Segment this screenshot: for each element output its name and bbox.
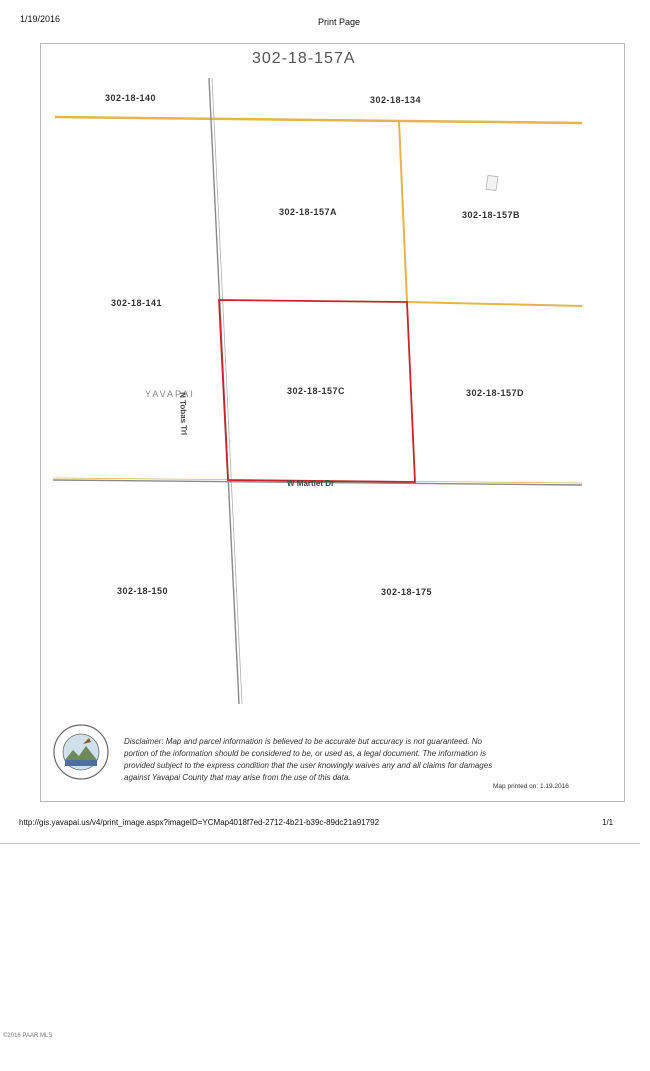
parcel-label-150: 302-18-150 bbox=[117, 586, 169, 596]
map-title: 302-18-157A bbox=[252, 50, 356, 67]
parcel-label-175: 302-18-175 bbox=[381, 587, 433, 597]
parcel-line-east-divider bbox=[399, 121, 407, 302]
parcel-label-157a: 302-18-157A bbox=[279, 207, 338, 217]
parcel-label-157d: 302-18-157D bbox=[466, 388, 525, 398]
footer-url: http://gis.yavapai.us/v4/print_image.aspx?imageID=YCMap4018f7ed-2712-4b21-b39c-89dc21a91792 bbox=[19, 818, 380, 827]
parcel-label-134: 302-18-134 bbox=[370, 95, 422, 105]
parcel-label-140: 302-18-140 bbox=[105, 93, 157, 103]
road-label-martlet: W Martlet Dr bbox=[287, 479, 335, 488]
parcel-label-141: 302-18-141 bbox=[111, 298, 163, 308]
parcel-line-middle bbox=[407, 302, 582, 306]
parcel-map bbox=[41, 44, 624, 801]
map-frame bbox=[40, 43, 625, 802]
footer-divider bbox=[0, 843, 640, 844]
structure-mark bbox=[486, 175, 498, 190]
copyright-watermark: ©2016 PAAR MLS bbox=[3, 1033, 53, 1039]
road-n-tobas-trl-edge bbox=[212, 78, 242, 704]
map-printed-date: Map printed on: 1.19.2016 bbox=[493, 783, 569, 790]
print-title: Print Page bbox=[318, 17, 361, 27]
print-date: 1/19/2016 bbox=[20, 14, 61, 24]
parcel-label-157c: 302-18-157C bbox=[287, 386, 346, 396]
county-label: YAVAPAI bbox=[145, 389, 195, 399]
disclaimer-text: Disclaimer: Map and parcel information is believed to be accurate but accuracy is not guaranteed. No portion of the information should be considered to be, or used as, a legal document. The information is provided subject to the express condition that the user knowingly waives any and all claims for damages against Yavapai County that may arise from the use of this data. bbox=[124, 737, 493, 782]
road-label-tobas: N Tobas Trl bbox=[178, 392, 189, 436]
page-number: 1/1 bbox=[602, 818, 614, 827]
parcel-line-north bbox=[55, 117, 582, 123]
county-seal-icon bbox=[53, 724, 109, 780]
parcel-label-157b: 302-18-157B bbox=[462, 210, 521, 220]
disclaimer-panel bbox=[41, 712, 624, 801]
